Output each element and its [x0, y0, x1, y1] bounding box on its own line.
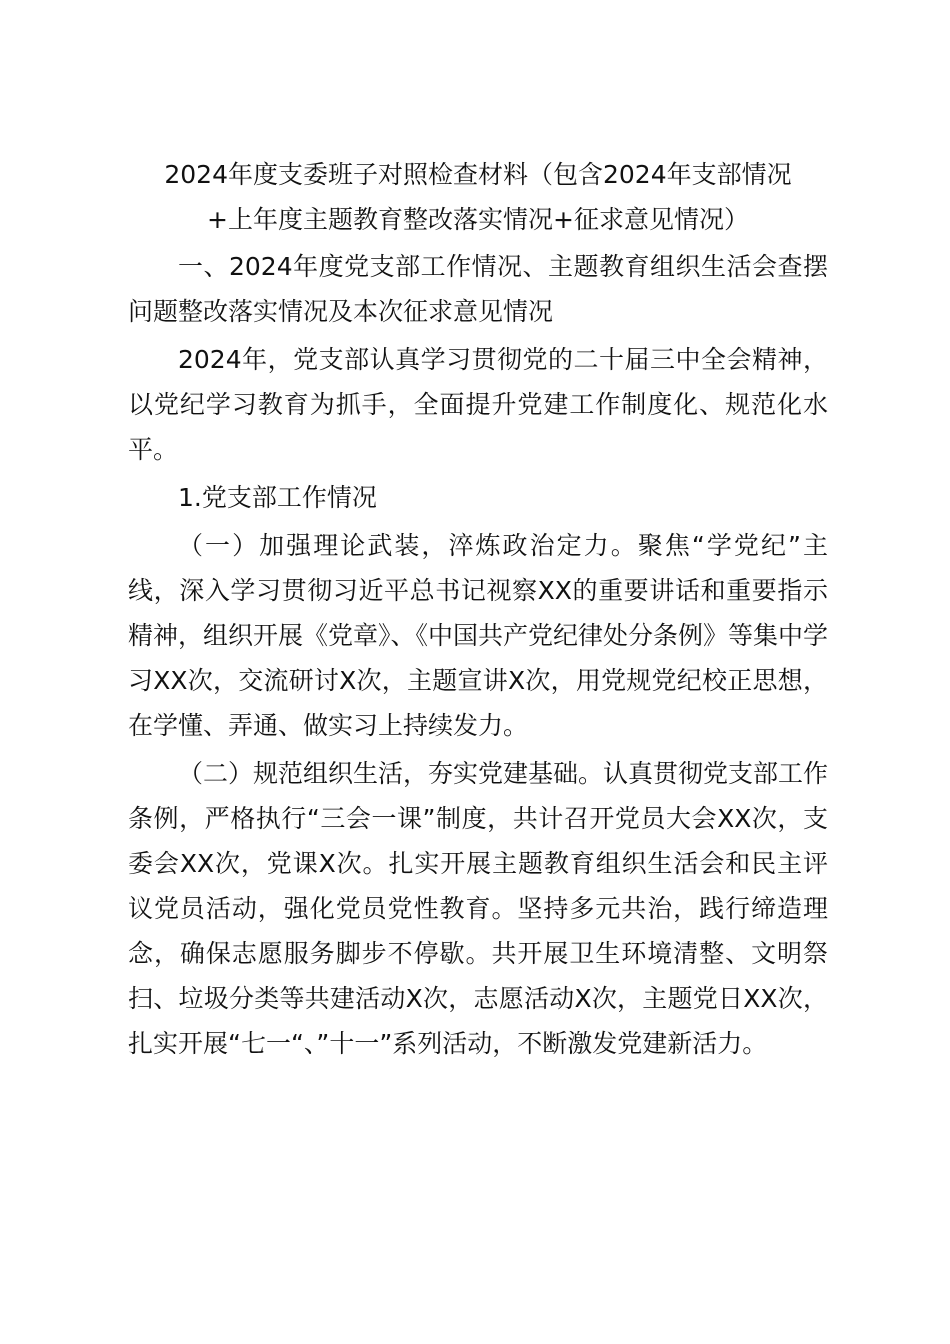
paragraph-organization: （二）规范组织生活，夯实党建基础。认真贯彻党支部工作条例，严格执行“三会一课”制度，共计召开党员大会XX次，支委会XX次，党课X次。扎实开展主题教育组织生活会和民主评议党员活动，强化党员党性教育。坚持多元共治，践行缔造理念，确保志愿服务脚步不停歇。共开展卫生环境清整、文明祭扫、垃圾分类等共建活动X次，志愿活动X次，主题党日XX次，扎实开展“七一“、”十一”系列活动，不断激发党建新活力。	[128, 759, 829, 1058]
paragraph-theory: （一）加强理论武装，淬炼政治定力。聚焦“学党纪”主线，深入学习贯彻习近平总书记视察XX的重要讲话和重要指示精神，组织开展《党章》、《中国共产党纪律处分条例》等集中学习XX次，交流研讨X次，主题宣讲X次，用党规党纪校正思想，在学懂、弄通、做实习上持续发力。	[128, 531, 829, 740]
document-page	[128, 152, 828, 1066]
title-line-1: 2024年度支委班子对照检查材料（包含2024年支部情况	[164, 160, 792, 189]
subsection-heading: 1.党支部工作情况	[178, 483, 377, 512]
document-title	[128, 152, 828, 242]
title-line-2: +上年度主题教育整改落实情况+征求意见情况）	[207, 205, 749, 234]
section-heading: 一、2024年度党支部工作情况、主题教育组织生活会查摆问题整改落实情况及本次征求意见情况	[128, 252, 828, 326]
paragraph-intro: 2024年，党支部认真学习贯彻党的二十届三中全会精神，以党纪学习教育为抓手，全面提升党建工作制度化、规范化水平。	[128, 345, 828, 464]
